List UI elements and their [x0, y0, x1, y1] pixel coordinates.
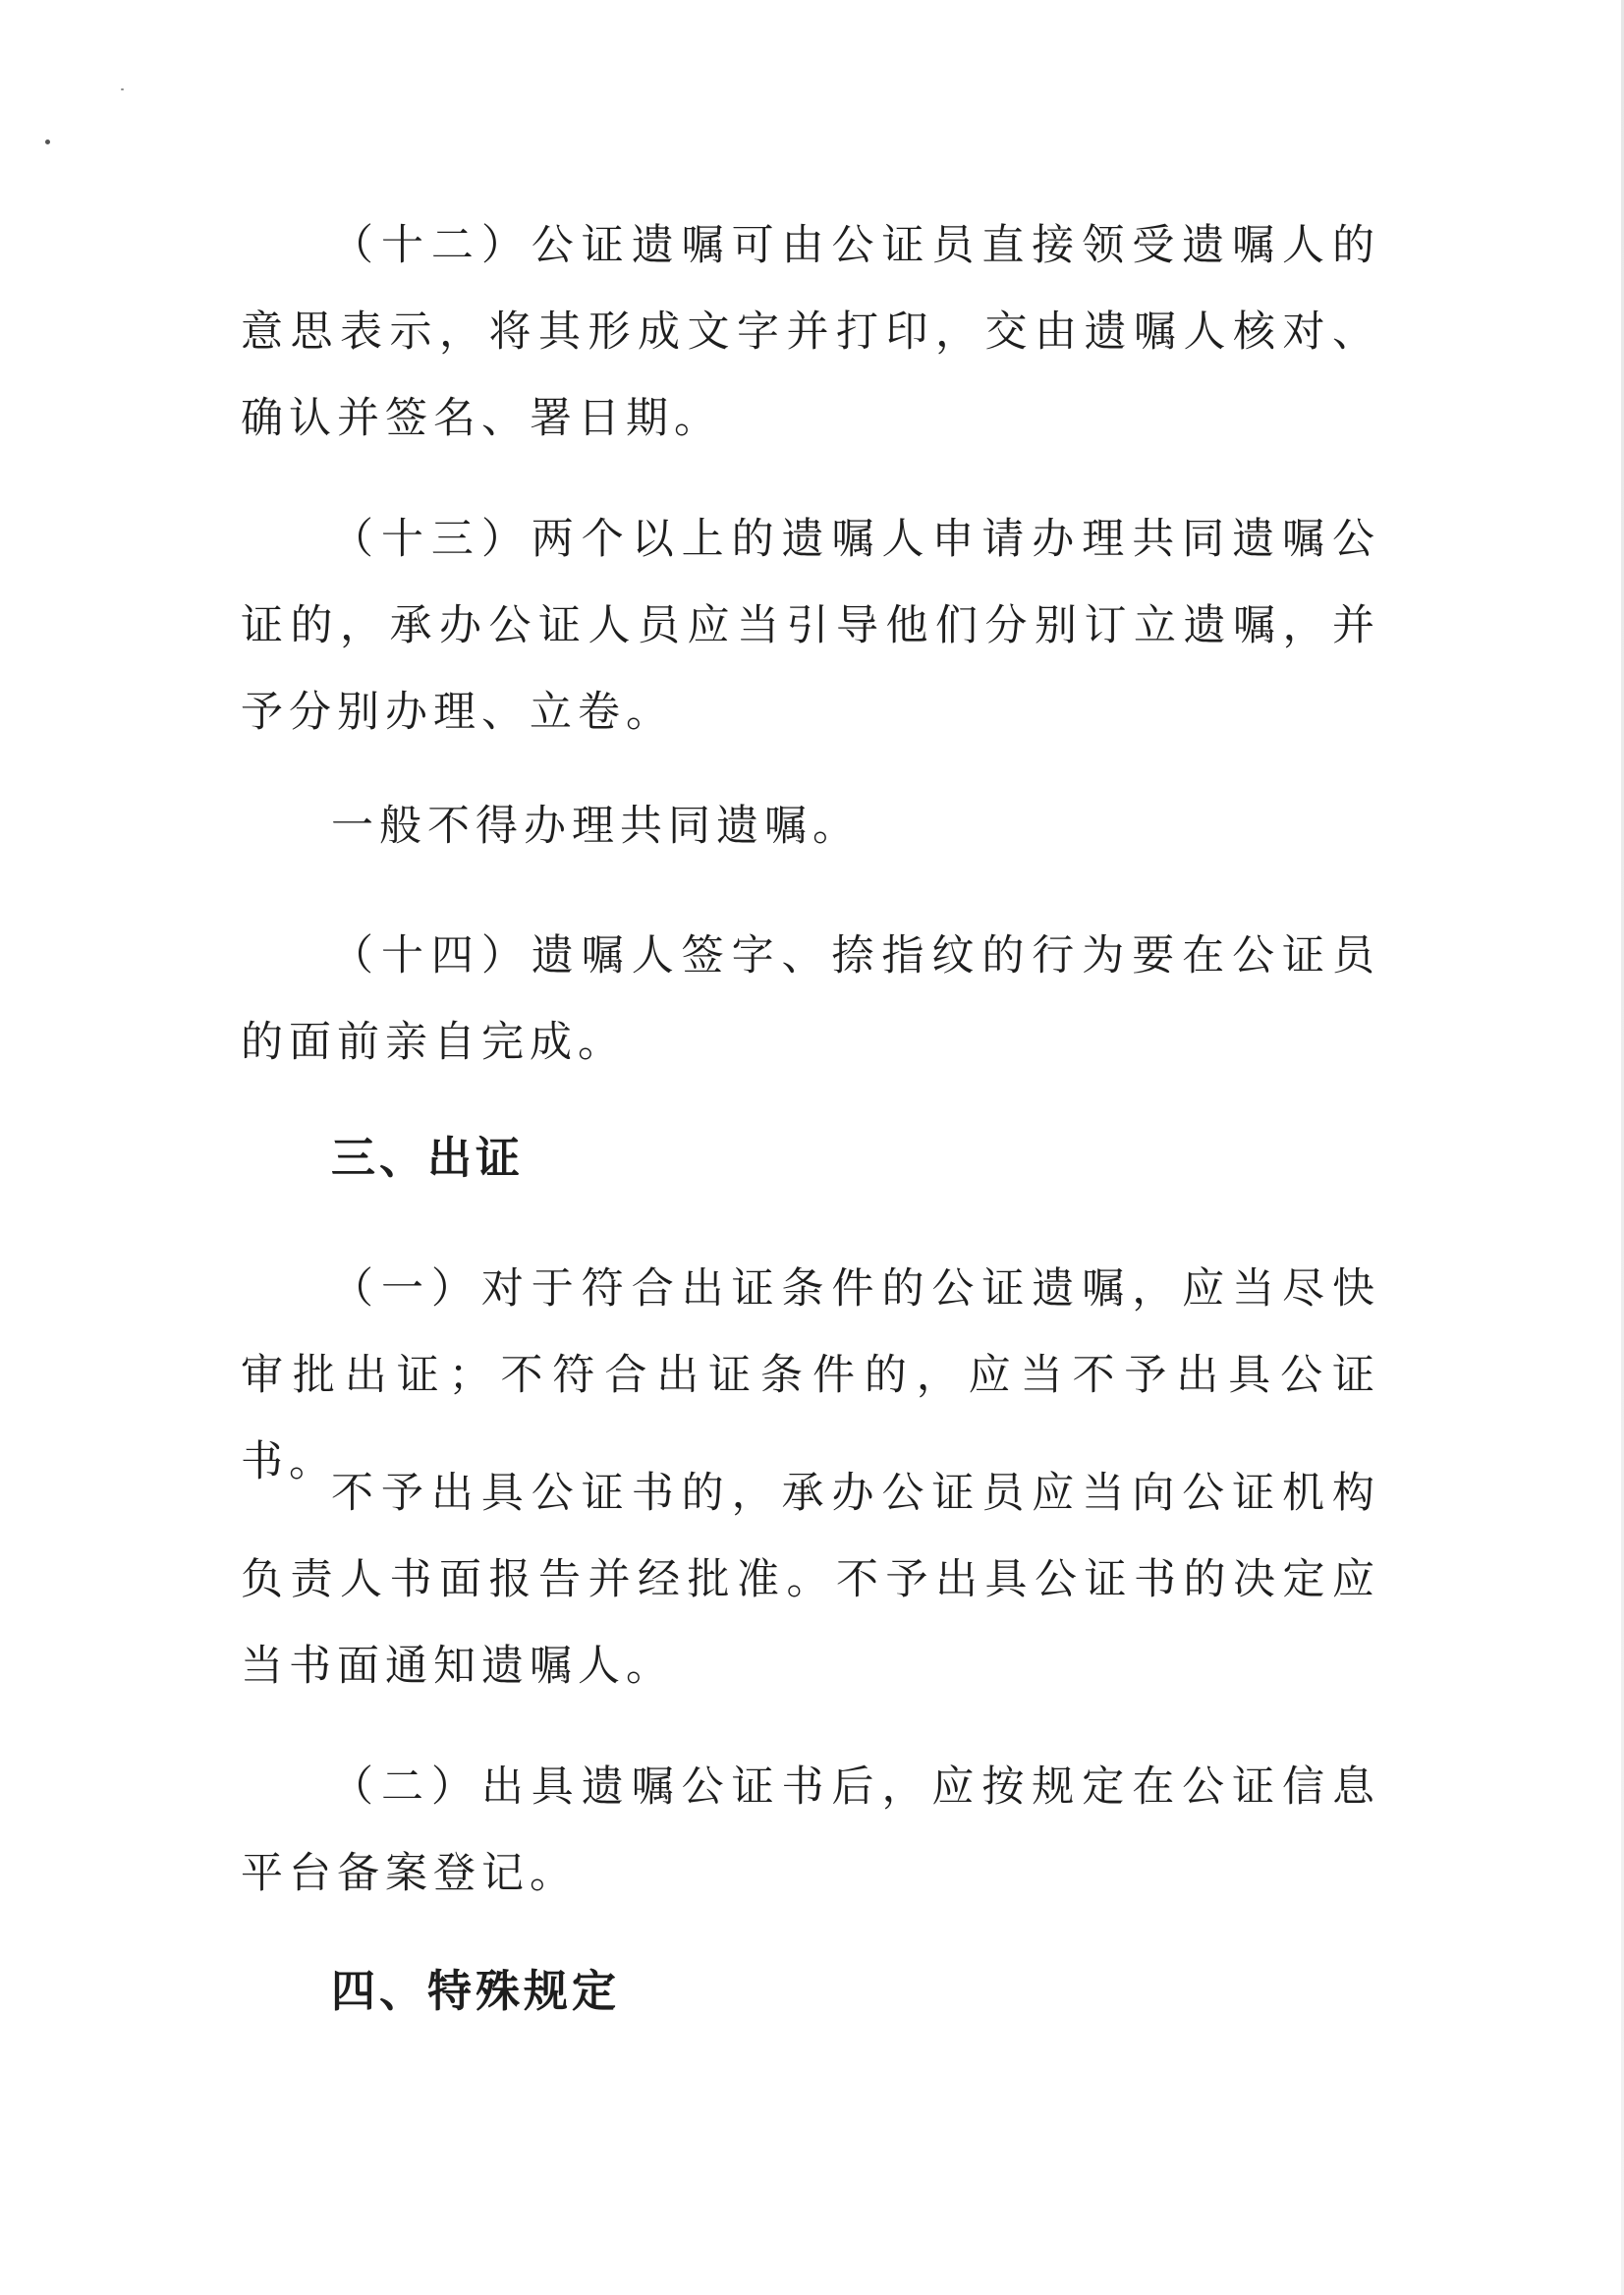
paragraph-section3-refusal: 不予出具公证书的，承办公证员应当向公证机构负责人书面报告并经批准。不予出具公证书的决定应当书面通知遗嘱人。: [241, 1469, 1380, 1691]
paragraph-item-13: （十三）两个以上的遗嘱人申请办理共同遗嘱公证的，承办公证人员应当引导他们分别订立遗嘱，并予分别办理、立卷。: [241, 515, 1380, 737]
paragraph-section3-item-2: （二）出具遗嘱公证书后，应按规定在公证信息平台备案登记。: [241, 1763, 1380, 1898]
paragraph-joint-will-note: 一般不得办理共同遗嘱。: [331, 802, 861, 851]
scan-speck-dot: [45, 140, 50, 144]
paragraph-item-14: （十四）遗嘱人签字、捺指纹的行为要在公证员的面前亲自完成。: [241, 931, 1380, 1067]
section-3-heading: 三、出证: [331, 1132, 525, 1184]
section-4-heading: 四、特殊规定: [331, 1965, 621, 2017]
paragraph-section3-item-1: （一）对于符合出证条件的公证遗嘱，应当尽快审批出证；不符合出证条件的，应当不予出具公证书。: [241, 1264, 1380, 1486]
scan-speck-dot: [121, 88, 124, 90]
paragraph-item-12: （十二）公证遗嘱可由公证员直接领受遗嘱人的意思表示，将其形成文字并打印，交由遗嘱人核对、确认并签名、署日期。: [241, 221, 1380, 443]
